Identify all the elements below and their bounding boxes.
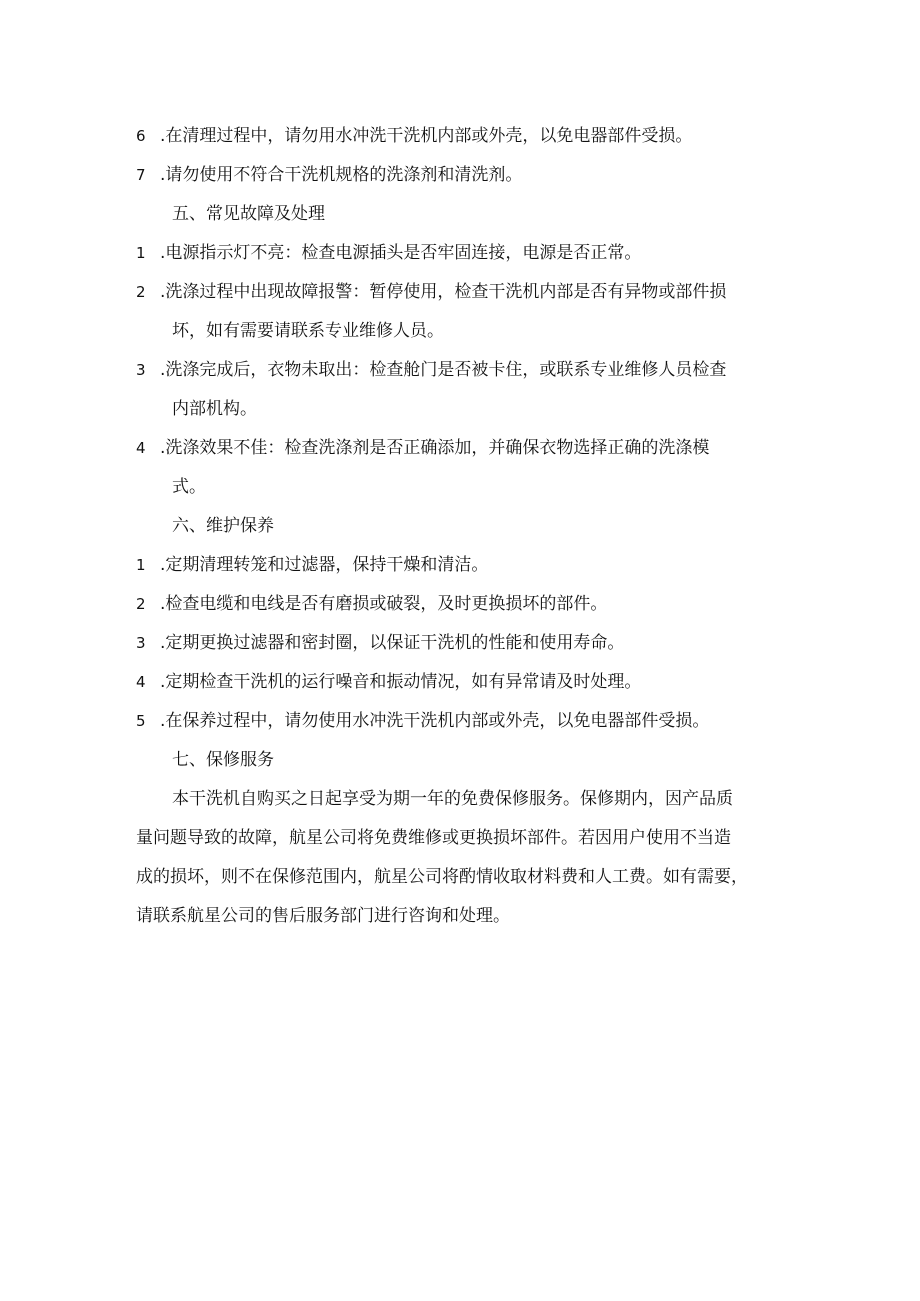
list-item-text: .请勿使用不符合干洗机规格的洗涤剂和清洗剂。 [160,165,523,185]
paragraph-line: 请联系航星公司的售后服务部门进行咨询和处理。 [136,906,510,926]
list-item-text: .洗涤完成后，衣物未取出：检查舱门是否被卡住，或联系专业维修人员检查 [160,360,727,380]
section-heading-troubleshooting: 五、常见故障及处理 [172,204,325,224]
list-item-number: 3 [136,361,146,379]
list-item-text: .洗涤效果不佳：检查洗涤剂是否正确添加，并确保衣物选择正确的洗涤模 [160,438,710,458]
section-heading-maintenance: 六、维护保养 [172,516,274,536]
list-item-number: 6 [136,127,146,145]
list-item-text: .在保养过程中，请勿使用水冲洗干洗机内部或外壳，以免电器部件受损。 [160,711,710,731]
list-item-number: 4 [136,673,146,691]
list-item-text: .洗涤过程中出现故障报警：暂停使用，检查干洗机内部是否有异物或部件损 [160,282,727,302]
list-item-number: 2 [136,595,146,613]
list-item-text: .在清理过程中，请勿用水冲洗干洗机内部或外壳，以免电器部件受损。 [160,126,693,146]
list-item-number: 2 [136,283,146,301]
list-item-number: 7 [136,166,146,184]
list-item-text: .定期清理转笼和过滤器，保持干燥和清洁。 [160,555,489,575]
list-item-continuation: 内部机构。 [172,399,257,419]
list-item-continuation: 式。 [172,477,206,497]
paragraph-line: 本干洗机自购买之日起享受为期一年的免费保修服务。保修期内，因产品质 [172,789,733,809]
list-item-number: 1 [136,244,146,262]
section-heading-warranty: 七、保修服务 [172,750,274,770]
list-item-continuation: 坏，如有需要请联系专业维修人员。 [172,321,444,341]
list-item-text: .检查电缆和电线是否有磨损或破裂，及时更换损坏的部件。 [160,594,608,614]
list-item-text: .定期检查干洗机的运行噪音和振动情况，如有异常请及时处理。 [160,672,642,692]
list-item-text: .定期更换过滤器和密封圈，以保证干洗机的性能和使用寿命。 [160,633,625,653]
list-item-number: 5 [136,712,146,730]
list-item-text: .电源指示灯不亮：检查电源插头是否牢固连接，电源是否正常。 [160,243,642,263]
list-item-number: 1 [136,556,146,574]
list-item-number: 3 [136,634,146,652]
list-item-number: 4 [136,439,146,457]
paragraph-line: 成的损坏，则不在保修范围内，航星公司将酌情收取材料费和人工费。如有需要， [136,867,748,887]
paragraph-line: 量问题导致的故障，航星公司将免费维修或更换损坏部件。若因用户使用不当造 [136,828,731,848]
